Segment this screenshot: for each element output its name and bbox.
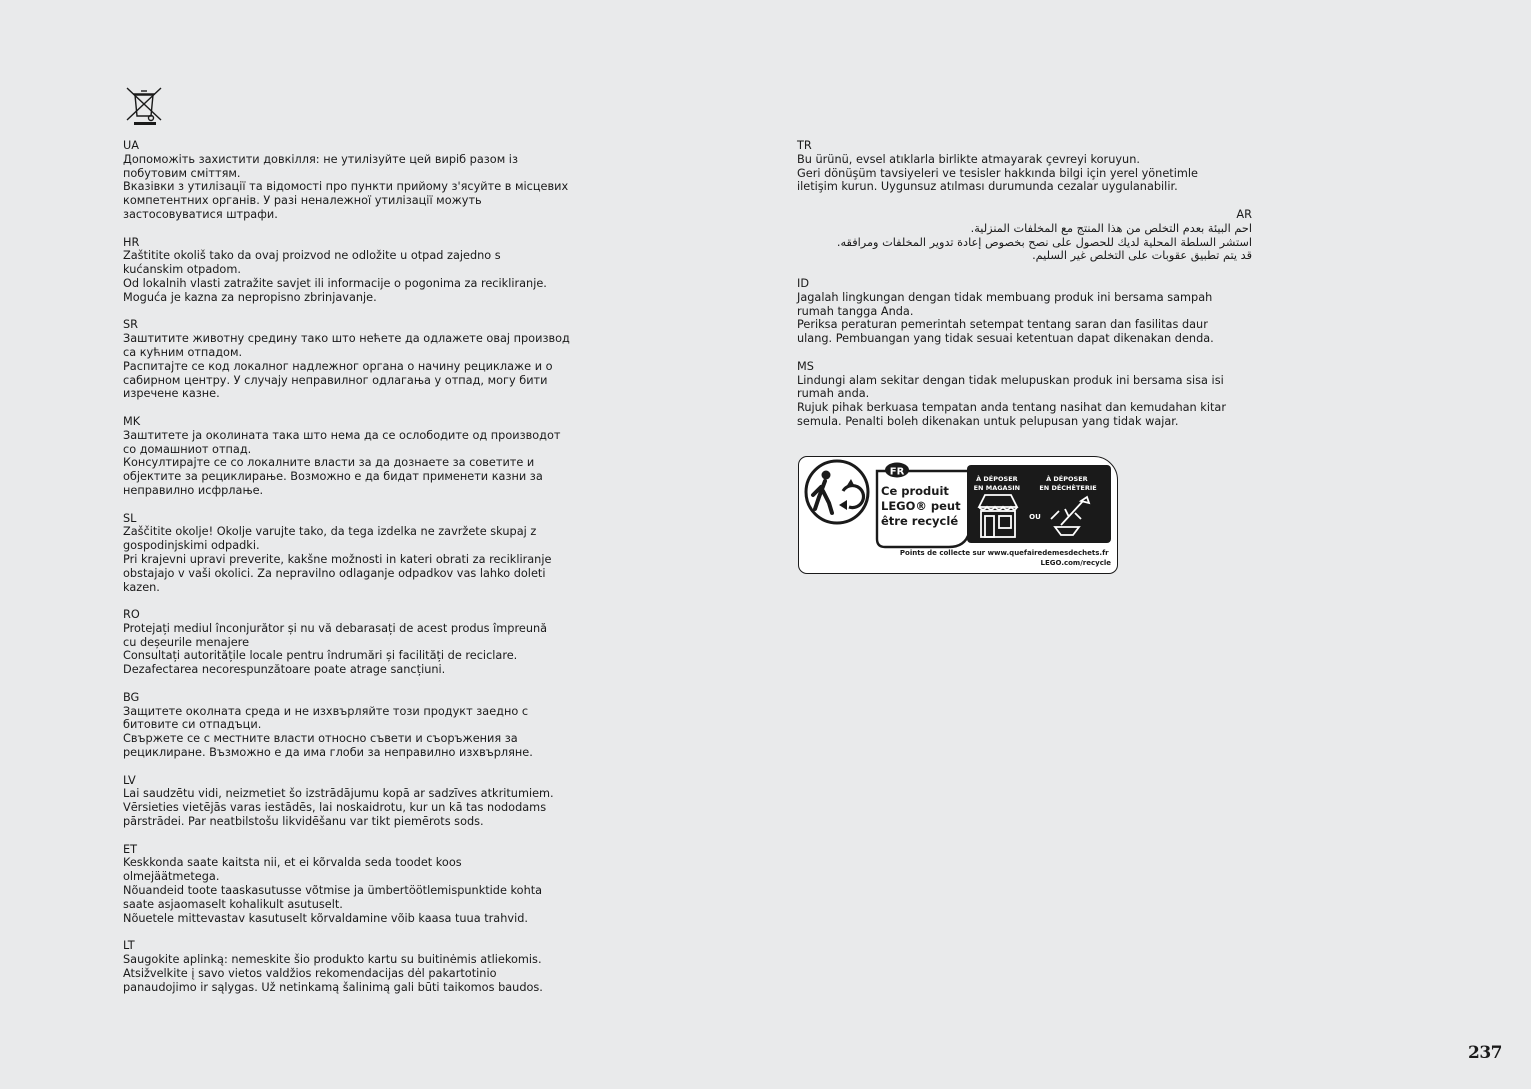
notice-text-line: Keskkonda saate kaitsta nii, et ei kõrvalda seda toodet koos bbox=[123, 856, 462, 870]
language-code: SR bbox=[123, 318, 139, 332]
notice-text-line: Saugokite aplinką: nemeskite šio produkto kartu su buitinėmis atliekomis. bbox=[123, 953, 542, 967]
svg-text:Ce produit LEGO® peut bbox=[881, 484, 965, 528]
notice-text-line: Geri dönüşüm tavsiyeleri ve tesisler hakkında bilgi için yerel yönetimle bbox=[797, 166, 1198, 180]
language-code: ID bbox=[797, 276, 810, 290]
notice-text-line: изречене казне. bbox=[123, 387, 220, 401]
notice-text-line: gospodinjskimi odpadki. bbox=[123, 539, 260, 553]
language-code: TR bbox=[797, 139, 812, 152]
notice-text-line: ulang. Pembuangan yang tidak sesuai ketentuan dapat dikenakan denda. bbox=[797, 332, 1214, 346]
notice-mk bbox=[123, 415, 593, 498]
or-text: OU bbox=[1029, 513, 1041, 521]
notice-text-line: saate asjaomaselt kohalikult asutuselt. bbox=[123, 897, 343, 911]
notice-text-line: cu deșeurile menajere bbox=[123, 635, 250, 649]
notice-text-line: Lai saudzētu vidi, neizmetiet šo izstrādājumu kopā ar sadzīves atkritumiem. bbox=[123, 787, 554, 801]
notice-hr bbox=[123, 236, 593, 305]
notice-text-line: Nõuandeid toote taaskasutusse võtmise ja ümbertöötlemispunktide kohta bbox=[123, 884, 543, 898]
notice-text-line: неправилно исфрлање. bbox=[123, 483, 264, 497]
notice-text-line: قد يتم تطبيق عقوبات على التخلص غير السليم. bbox=[1032, 249, 1252, 263]
language-code: MK bbox=[123, 414, 141, 428]
notice-text-line: semula. Penalti boleh dikenakan untuk pelupusan yang tidak wajar. bbox=[797, 414, 1179, 428]
page-number: 237 bbox=[1468, 1043, 1502, 1063]
notice-text-line: побутовим сміттям. bbox=[123, 166, 241, 180]
language-code: MS bbox=[797, 359, 814, 373]
language-code: SL bbox=[123, 511, 137, 525]
notice-text-line: Consultați autoritățile locale pentru îndrumări și facilități de reciclare. bbox=[123, 649, 518, 663]
notice-text-line: kazen. bbox=[123, 580, 160, 594]
crossed-out-wheelie-bin-icon bbox=[125, 86, 163, 126]
notice-text-line: kućanskim otpadom. bbox=[123, 263, 241, 277]
notice-text-line: Распитајте се код локалног надлежног органа о начину рециклаже и о bbox=[123, 359, 553, 373]
notice-text-line: са кућним отпадом. bbox=[123, 345, 243, 359]
notice-text-line: Zaščitite okolje! Okolje varujte tako, da tega izdelka ne zavržete skupaj z bbox=[123, 525, 537, 539]
notice-sr bbox=[123, 318, 593, 401]
left-column bbox=[123, 139, 593, 1008]
notice-lv bbox=[123, 774, 593, 829]
notice-text-line: компетентних органів. У разі неналежної утилізації можуть bbox=[123, 194, 482, 208]
right-column bbox=[797, 139, 1252, 443]
notice-tr bbox=[797, 139, 1252, 194]
notice-ua bbox=[123, 139, 593, 222]
notice-text-line: Заштитите животну средину тако што нећете да одлажете овај производ bbox=[123, 332, 570, 346]
notice-text-line: рециклиране. Възможно е да има глоби за неправилно изхвърляне. bbox=[123, 746, 533, 760]
notice-ms bbox=[797, 360, 1252, 429]
notice-lt bbox=[123, 939, 593, 994]
country-code: FR bbox=[889, 466, 905, 478]
language-code: ET bbox=[123, 842, 138, 856]
notice-text-line: rumah anda. bbox=[797, 387, 870, 401]
headline-line-2: LEGO® peut bbox=[881, 499, 961, 513]
recycle-url-text: LEGO.com/recycle bbox=[1040, 559, 1111, 567]
notice-text-line: panaudojimo ir sąlygas. Už netinkamą šalinimą gali būti taikomos baudos. bbox=[123, 980, 543, 994]
notice-text-line: Консултирајте се со локалните власти за да дознаете за советите и bbox=[123, 456, 535, 470]
notice-text-line: Vērsieties vietējās varas iestādēs, lai noskaidrotu, kur un kā tas nododams bbox=[123, 801, 547, 815]
notice-text-line: Nõuetele mittevastav kasutuselt kõrvaldamine võib kaasa tuua trahvid. bbox=[123, 911, 528, 925]
notice-text-line: со домашниот отпад. bbox=[123, 442, 252, 456]
notice-text-line: rumah tangga Anda. bbox=[797, 304, 914, 318]
notice-text-line: احم البيئة بعدم التخلص من هذا المنتج مع المخلفات المنزلية. bbox=[970, 221, 1252, 235]
notice-et bbox=[123, 843, 593, 926]
notice-text-line: Допоможіть захистити довкілля: не утилізуйте цей виріб разом із bbox=[123, 152, 518, 166]
notice-text-line: Вказівки з утилізації та відомості про пункти прийому з'ясуйте в місцевих bbox=[123, 180, 569, 194]
notice-text-line: obstajajo v vaši okolici. Za nepravilno odlaganje odpadkov vas lahko doleti bbox=[123, 566, 546, 580]
language-code: LV bbox=[123, 773, 136, 787]
notice-text-line: Moguća je kazna za nepropisno zbrinjavanje. bbox=[123, 290, 377, 304]
svg-text:Points de collecte sur www.que bbox=[900, 549, 1111, 567]
notice-text-line: Od lokalnih vlasti zatražite savjet ili informacije o pogonima za recikliranje. bbox=[123, 276, 547, 290]
headline-line-1: Ce produit bbox=[881, 484, 949, 498]
triman-icon bbox=[806, 461, 868, 523]
notice-text-line: Заштитете ја околината така што нема да се ослободите од производот bbox=[123, 428, 561, 442]
notice-ar bbox=[797, 208, 1252, 263]
dump-option-line-2: EN DÉCHÈTERIE bbox=[1039, 484, 1097, 492]
notice-text-line: استشر السلطة المحلية لديك للحصول على نصح بخصوص إعادة تدوير المخلفات ومرافقه. bbox=[836, 235, 1252, 249]
notice-text-line: iletişim kurun. Uygunsuz atılması durumunda cezalar uygulanabilir. bbox=[797, 180, 1178, 194]
notice-text-line: Protejați mediul înconjurător și nu vă debarasați de acest produs împreună bbox=[123, 621, 548, 635]
notice-text-line: pārstrādei. Par neatbilstošu likvidēšanu var tikt piemērots sods. bbox=[123, 815, 484, 829]
notice-text-line: сабирном центру. У случају неправилног одлагања у отпад, могу бити bbox=[123, 373, 548, 387]
notice-text-line: Dezafectarea necorespunzătoare poate atrage sancțiuni. bbox=[123, 663, 446, 677]
language-code: UA bbox=[123, 139, 139, 152]
notice-text-line: olmejäätmetega. bbox=[123, 870, 220, 884]
notice-text-line: Atsižvelkite į savo vietos valdžios rekomendacijas dėl pakartotinio bbox=[123, 966, 497, 980]
notice-sl bbox=[123, 512, 593, 595]
notice-text-line: Periksa peraturan pemerintah setempat tentang saran dan fasilitas daur bbox=[797, 318, 1208, 332]
notice-text-line: битовите си отпадъци. bbox=[123, 718, 262, 732]
notice-text-line: Jagalah lingkungan dengan tidak membuang produk ini bersama sampah bbox=[797, 290, 1213, 304]
notice-text-line: Защитете околната среда и не изхвърляйте този продукт заедно с bbox=[123, 704, 529, 718]
notice-text-line: Bu ürünü, evsel atıklarla birlikte atmayarak çevreyi koruyun. bbox=[797, 152, 1140, 166]
headline-line-3: être recyclé bbox=[881, 514, 959, 528]
notice-text-line: објектите за рециклирање. Возможно е да бидат применети казни за bbox=[123, 470, 543, 484]
collection-points-text: Points de collecte sur www.quefairedemesdechets.fr bbox=[899, 549, 1109, 557]
notice-text-line: застосовуватися штрафи. bbox=[123, 207, 278, 221]
notice-text-line: Zaštitite okoliš tako da ovaj proizvod ne odložite u otpad zajedno s bbox=[123, 249, 501, 263]
language-code: HR bbox=[123, 235, 140, 249]
notice-text-line: Lindungi alam sekitar dengan tidak melupuskan produk ini bersama sisa isi bbox=[797, 373, 1224, 387]
notice-text-line: Rujuk pihak berkuasa tempatan anda tentang nasihat dan kemudahan kitar bbox=[797, 401, 1226, 415]
dump-option-line-1: À DÉPOSER bbox=[1046, 475, 1088, 483]
notice-bg bbox=[123, 691, 593, 760]
language-code: AR bbox=[1236, 207, 1252, 221]
language-code: BG bbox=[123, 690, 140, 704]
language-code: RO bbox=[123, 608, 140, 622]
notice-id bbox=[797, 277, 1252, 346]
store-option-line-2: EN MAGASIN bbox=[973, 484, 1021, 492]
recycling-label bbox=[798, 456, 1118, 574]
notice-text-line: Pri krajevni upravi preverite, kakšne možnosti in kateri obrati za recikliranje bbox=[123, 552, 552, 566]
language-code: LT bbox=[123, 939, 135, 953]
notice-text-line: Свържете се с местните власти относно съвети и съоръжения за bbox=[123, 732, 518, 746]
store-option-line-1: À DÉPOSER bbox=[976, 475, 1018, 483]
notice-ro bbox=[123, 608, 593, 677]
